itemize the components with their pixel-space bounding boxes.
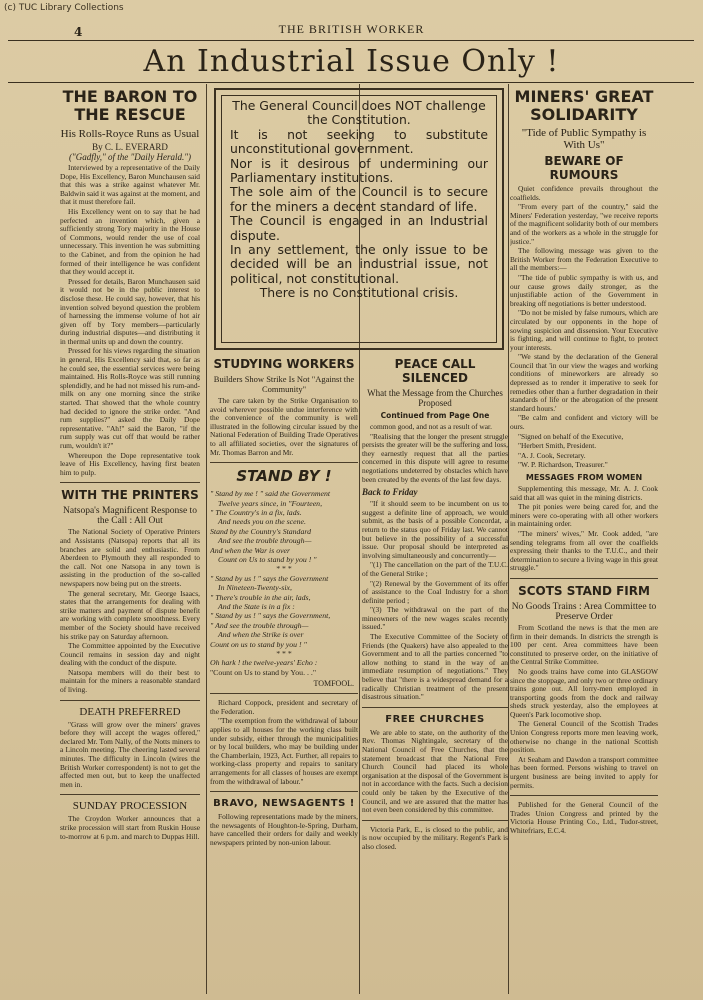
paragraph: "(2) Renewal by the Government of its offer of assistance to the Coal Industry for a short definite period ;	[362, 578, 508, 605]
subhead-printers: Natsopa's Magnificent Response to the Call : All Out	[63, 506, 197, 527]
column-3	[362, 354, 508, 994]
top-rule	[8, 40, 694, 41]
headline-procession: SUNDAY PROCESSION	[72, 800, 188, 813]
divider	[60, 482, 200, 483]
paragraph: common good, and not as a result of war.	[370, 422, 492, 431]
poem-line: And see the trouble through—	[218, 536, 312, 546]
poem-line: And needs you on the scene.	[218, 517, 306, 527]
paragraph: Following representations made by the miners, the newsagents of Houghton-le-Spring, Durham, have cancelled their orders for daily and weekly newspapers printed by non-union labour.	[210, 812, 358, 847]
divider	[60, 700, 200, 701]
poem-line: And when the War is over	[210, 545, 291, 555]
subhead-baron: His Rolls-Royce Runs as Usual	[60, 128, 200, 140]
headline-churches: FREE CHURCHES	[385, 713, 485, 725]
paragraph: The care taken by the Strike Organisation to avoid wherever possible undue interference with the convenience of the community is well illustrated in the following circular issued by the National Federation of Building Trade Operatives to all affiliated societies, over the signatures of Mr. Thomas Barron and Mr.	[210, 396, 358, 457]
poem-line: Count on Us to stand by you ! "	[218, 555, 317, 564]
signatory: "W. P. Richardson, Treasurer."	[518, 460, 608, 470]
statement-line: In any settlement, the only issue to be decided will be an industrial issue, not political, not constitutional.	[230, 242, 488, 286]
paragraph: No goods trains have come into GLASGOW since the stoppage, and only two or three ordinary trains gone out. All lorry-men employed in transporting goods from the dock and railway sheds struck yesterday, also the employees at Queen's Park locomotive shop.	[510, 666, 658, 719]
paragraph: Victoria Park, E., is closed to the public, and is now occupied by the military. Regent's Park is also closed.	[362, 824, 508, 851]
divider	[510, 795, 658, 796]
statement-line: The sole aim of the Council is to secure for the miners a decent standard of life.	[230, 184, 488, 214]
paragraph: At Seaham and Dawdon a transport committee has been formed. Persons wishing to travel on urgent business are being invited to apply for permits.	[510, 754, 658, 790]
divider	[60, 794, 200, 795]
headline-newsagents: BRAVO, NEWSAGENTS !	[213, 798, 355, 810]
paragraph: "The exemption from the withdrawal of labour applies to all houses for the working class built under subsidy, either through the municipalities or by local builders, who may be building under the Chamberlain, 1923, Act. Further, all repairs to working-class property and repairs to sanitary arrangements for all classes of houses are exempt from the withdrawal of labour."	[210, 716, 358, 786]
running-head: THE BRITISH WORKER	[278, 22, 425, 36]
headline-miners: MINERS' GREAT SOLIDARITY	[514, 87, 654, 124]
headline-death: DEATH PREFERRED	[79, 705, 181, 718]
statement-line: Nor is it desirous of undermining our Parliamentary institutions.	[230, 155, 488, 186]
byline-note: ("Gadfly," of the "Daily Herald.")	[68, 152, 192, 162]
headline-studying: STUDYING WORKERS	[213, 357, 355, 371]
paragraph: "(1) The cancellation on the part of the T.U.C. of the General Strike ;	[362, 560, 508, 578]
paragraph: "Be calm and confident and victory will be ours.	[510, 413, 658, 432]
paragraph: The Committee appointed by the Executive Council remains in session day and night dealing with the conduct of the dispute.	[60, 641, 200, 668]
column-4	[510, 84, 658, 994]
poem-separator: * * *	[276, 564, 292, 574]
paragraph: "Grass will grow over the miners' graves before they will accept the wages offered," declared Mr. Tom Nally, of the Notts miners to a Lincoln meeting. The cheering lasted several minutes. The difficulty in Lincoln (wires the British Worker correspondent) is not to get the affected men out, but to keep the unaffected men in.	[60, 719, 200, 789]
paragraph: The National Society of Operative Printers and Assistants (Natsopa) reports that all its branches are solid and enthusiastic. From Aberdeen to Plymouth they all responded to the call. Not one Natsopa in any town is assisting in the production of the so-called newspapers now being put on the streets.	[60, 527, 200, 588]
paragraph: We are able to state, on the authority of the Rev. Thomas Nightingale, secretary of the National Council of Free Churches, that the statement broadcast that the National Free Church Council had placed its whole organisation at the disposal of the Government is not in accordance with the facts. Such a decision could only be taken by the Executive of the Council, and we are assured that the matter has not even been considered by this committee.	[362, 727, 508, 815]
paragraph: "Do not be misled by false rumours, which are circulated by our opponents in the hope of sowing suspicion and dissension. Your Executive is fighting, and will continue to fight, to protect your interests.	[510, 308, 658, 352]
paragraph: The General Council of the Scottish Trades Union Congress reports more men leaving work, otherwise no change in the national Scottish position.	[510, 719, 658, 755]
paragraph: The Executive Committee of the Society of Friends (the Quakers) have also appealed to the Government and to all the parties concerned "to allow nothing to stand in the way of an immediate resumption of negotiations." They believe that "there is a widespread demand for a radically Christian treatment of the present disastrous situation."	[362, 632, 508, 702]
paragraph: Pressed for details, Baron Munchausen said it would not be in the public interest to disclose these. He could say, however, that his invention solved beyond question the problem of harnessing the immense volume of hot air given off by Tory members—particularly during industrial disputes—and distributing it in thermal units up and down the country.	[60, 276, 200, 346]
paragraph: "If it should seem to be incumbent on us to suggest a definite line of approach, we would submit, as the basis of a possible Concordat, a return to the status quo of Friday last. We cannot but believe in the possibility of a successful issue. Our proposal should be interpreted as involving simultaneously and concurrently—	[362, 499, 508, 560]
poem-line: Count on us to stand by you ! "	[210, 639, 307, 649]
paragraph: Natsopa members will do their best to maintain for the miners a reasonable standard of living.	[60, 667, 200, 695]
subhead-peace: What the Message from the Churches Proposed	[367, 388, 503, 408]
column-divider	[206, 84, 207, 994]
byline: By C. L. EVERARD	[92, 142, 168, 152]
divider	[210, 462, 358, 463]
signatory: "A. J. Cook, Secretary.	[518, 450, 586, 460]
statement-box	[214, 88, 504, 350]
column-2	[210, 354, 358, 994]
paragraph: "We stand by the declaration of the General Council that 'in our view the wages and working conditions of mineworkers are already so depressed as to render it imperative to seek for remedies other than a further degradation in their standards of life or the abrogation of the present standard hours.'	[510, 352, 658, 413]
paragraph: Interviewed by a representative of the Daily Dope, His Excellency, Baron Munchausen said that this was a strike against whatever Mr. Baldwin said it was against at the moment, and that it must therefore fail.	[60, 163, 200, 207]
statement-line: There is no Constitutional crisis.	[259, 285, 459, 301]
statement-line: It is not seeking to substitute unconstitutional government.	[230, 126, 488, 157]
headline-baron: THE BARON TO THE RESCUE	[62, 87, 198, 124]
paragraph: From Scotland the news is that the men are firm in their demands. In districts the strength is 100 per cent. Area committees have been constituted to preserve order, on the initiative of the Central Strike Committee.	[510, 622, 658, 667]
poem	[210, 489, 358, 677]
paragraph: His Excellency went on to say that he had perfected an invention which, given a sufficiently strong Tory majority in the House of Commons, would render the use of coal unnecessary. This invention he was submitting to the Cabinet, and from the opinion he had formed of their intelligence he was confident that they would accept it.	[60, 206, 200, 277]
column-1	[60, 84, 200, 994]
poem-line: And when the Strike is over	[218, 630, 304, 640]
poem-line: "Count on Us to stand by You. . ."	[210, 667, 317, 677]
divider	[510, 578, 658, 579]
paragraph: The pit ponies were being cared for, and the miners were co-operating with all other workers in maintaining order.	[510, 502, 658, 529]
poem-signature: TOMFOOL.	[313, 679, 354, 689]
paragraph: Richard Coppock, president and secretary of the Federation.	[210, 698, 358, 716]
column-divider	[508, 84, 509, 994]
paragraph: The following message was given to the British Worker from the Federation Executive to all the members:—	[510, 246, 658, 273]
paragraph: The general secretary, Mr. George Isaacs, states that the arrangements for dealing with strike matters and payment of dispute benefit are working with complete smoothness. Every member of the Society should have received his strike pay on Saturday afternoon.	[60, 588, 200, 641]
statement-box-inner	[221, 95, 497, 343]
imprint: Published for the General Council of the Trades Union Congress and printed by the Victoria House Printing Co., Ltd., Tudor-street, Whitefriars, E.C.4.	[510, 800, 658, 835]
subhead-studying: Builders Show Strike Is Not "Against the Community"	[213, 374, 355, 394]
paragraph: Supplementing this message, Mr. A. J. Cook said that all was quiet in the mining districts.	[510, 484, 658, 502]
poem-line: Oh hark ! the twelve-years' Echo :	[210, 658, 318, 668]
page-number: 4	[74, 25, 83, 39]
subhead-miners: "Tide of Public Sympathy is With Us"	[521, 127, 647, 151]
poem-line: Twelve years since, in "Fourteen,	[218, 498, 323, 508]
poem-line: " Stand by us ! " says the Government,	[210, 611, 331, 621]
poem-line: " There's trouble in the air, lads,	[210, 592, 311, 602]
paragraph: "(3) The withdrawal on the part of the mineowners of the new wages scales recently issued."	[362, 605, 508, 632]
headline-printers: WITH THE PRINTERS	[61, 488, 199, 503]
headline-rumours: BEWARE OF RUMOURS	[544, 154, 624, 182]
poem-line: " Stand by us ! " says the Government	[210, 573, 329, 583]
poem-line: " Stand by me ! " said the Government	[210, 489, 331, 499]
divider	[362, 707, 508, 708]
subhead-friday: Back to Friday	[362, 487, 418, 498]
subhead-scots: No Goods Trains : Area Committee to Preserve Order	[511, 601, 657, 622]
poem-separator: * * *	[276, 649, 292, 659]
statement-line: The Council is engaged in an Industrial dispute.	[230, 213, 488, 243]
poem-line: " And see the trouble through—	[210, 620, 309, 630]
paragraph: Quiet confidence prevails throughout the coalfields.	[510, 184, 658, 202]
paragraph: "The tide of public sympathy is with us, and our cause grows daily stronger, as the unjustifiable action of the Government in breaking off negotiations is better understood.	[510, 272, 658, 308]
paragraph: "The miners' wives," Mr. Cook added, "are sending telegrams from all over the coalfields expressing their thanks to the T.U.C., and their determination to secure a living wage in this great struggle."	[510, 528, 658, 573]
poem-line: In Nineteen-Twenty-six,	[218, 583, 292, 593]
copyright-notice: (c) TUC Library Collections	[4, 3, 124, 13]
subhead-women: MESSAGES FROM WOMEN	[525, 473, 643, 482]
headline-scots: SCOTS STAND FIRM	[518, 583, 650, 598]
poem-line: " The Country's in a fix, lads.	[210, 507, 302, 517]
poem-line: And the State is in a fix :	[218, 602, 295, 612]
paragraph: "Signed on behalf of the Executive,	[518, 431, 624, 441]
continued-note: Continued from Page One	[380, 411, 490, 420]
paragraph: Whereupon the Dope representative took leave of His Excellency, having first beaten him to pulp.	[60, 450, 200, 477]
divider	[210, 693, 358, 694]
paragraph: "From every part of the country," said the Miners' Federation yesterday, "we receive reports of the magnificent solidarity both of our members and of the workers as a whole in the struggle for justice."	[510, 202, 658, 246]
paragraph: The Croydon Worker announces that a strike procession will start from Ruskin House to-morrow at 6 p.m. and march to Duppas Hill.	[60, 814, 200, 841]
banner-headline: An Industrial Issue Only !	[143, 44, 560, 79]
headline-peace: PEACE CALL SILENCED	[394, 357, 476, 385]
paragraph: Pressed for his views regarding the situation in general, His Excellency said that, so far as he could see, the essential services were being maintained. His Rolls-Royce was still running splendidly, and he had not missed his rum-and-milk on any one morning since the strike started. That showed that the whole country had decided to ignore the strike order. "And rum supplies?" asked the Daily Dope representative. "Ah!" said the Baron, "if the rum supply was cut off that would be rather rum, wouldn't it?"	[60, 346, 200, 450]
paragraph: "Realising that the longer the present struggle persists the greater will be the suffering and loss, they earnestly request that all the parties concerned in this dispute will agree to resume negotiations undeterred by obstacles which have been created by the events of the last few days.	[362, 431, 508, 484]
statement-line: The General Council does NOT challenge the Constitution.	[232, 98, 486, 128]
signatory: "Herbert Smith, President.	[518, 441, 597, 451]
divider	[362, 820, 508, 821]
headline-stand-by: STAND BY !	[236, 467, 332, 486]
divider	[210, 791, 358, 792]
banner-rule	[8, 82, 694, 83]
poem-line: Stand by the Country's Standard	[210, 526, 312, 536]
